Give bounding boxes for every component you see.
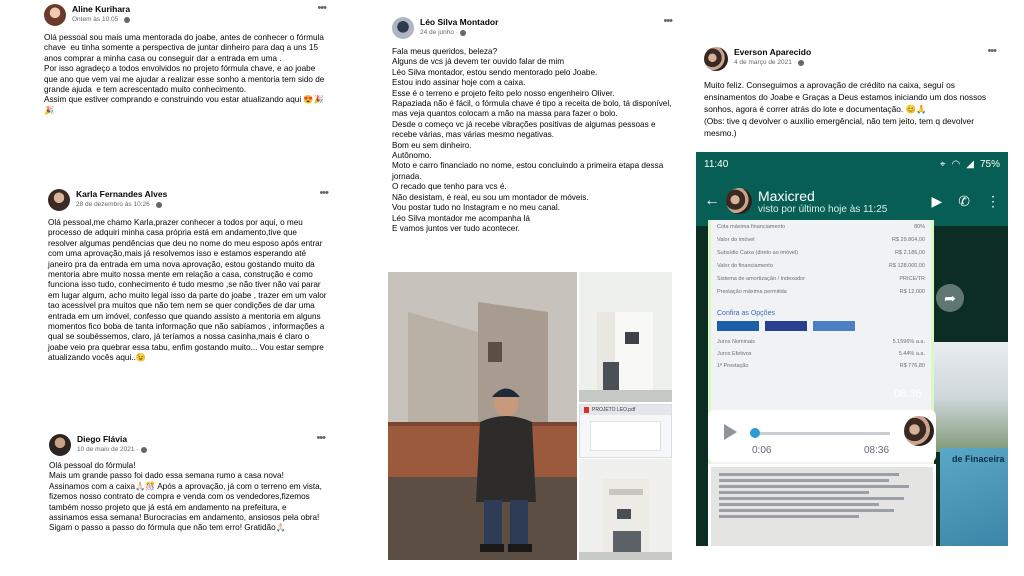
audio-progress-track[interactable] bbox=[750, 432, 890, 435]
avatar[interactable] bbox=[48, 189, 70, 211]
post-photo-terrain[interactable] bbox=[388, 272, 577, 560]
post-aline: Aline Kurihara Ontem às 10:05 · ••• Olá pessoal sou mais uma mentorada do joabe, antes de conhecer o fórmula chave eu tinha somente a perspectiva de juntar dinheiro para daq a uns 15 anos comprar a minha casa ou conseguir dar a entrada em uma . Por isso agradeço a todos envolvidos no projeto fórmula chave, e ao joabe que ano que vem vai me ajudar a realizar esse sonho a mentoria tem sido de grande ajuda e tem acrescentado muito conhecimento. Assim que estiver comprando e construindo vou estar atualizando aqui 😍🎉🎉 bbox=[44, 4, 326, 150]
more-options-icon[interactable]: ••• bbox=[316, 432, 325, 444]
post-photo-house-front[interactable] bbox=[579, 459, 672, 560]
post-diego: Diego Flávia 10 de maio de 2021 · ••• Olá pessoal do fórmula! Mais um grande passo foi dado essa semana rumo a casa nova! Assinamos com a caixa🙏🏻🎊 Após a aprovação, já com o terreno em vista, fizemos nosso contrato de compra e venda com os vendedores,fizemos também nosso projeto que já está em andamento na prefeitura, e assinamos essa semana! Burocracias em andamento, ansiosos pela obra! Sigam o passo a passo do fórmula que não tem erro! Gratidão🙏🏻 bbox=[49, 434, 325, 560]
globe-icon bbox=[156, 202, 162, 208]
post-text: Olá pessoal do fórmula! Mais um grande passo foi dado essa semana rumo a casa nova! Assinamos com a caixa🙏🏻🎊 Após a aprovação, já com o terreno em vista, fizemos nosso contrato de compra e venda com os vendedores,fizemos também nosso projeto que já está em andamento na prefeitura, e assinamos essa semana! Burocracias em andamento, ansiosos pela obra! Sigam o passo a passo do fórmula que não tem erro! Gratidão🙏🏻 bbox=[49, 461, 322, 533]
signal-icon: ◢ bbox=[966, 158, 974, 170]
terrain-photo-illustration bbox=[388, 272, 577, 560]
image-timestamp: 08:36 bbox=[894, 388, 922, 400]
post-time[interactable]: 24 de junho bbox=[420, 29, 454, 36]
author-name[interactable]: Everson Aparecido bbox=[734, 47, 812, 57]
option-row: Juros Nominais 5.1596% a.a. bbox=[717, 339, 925, 345]
post-text: Muito feliz. Conseguimos a aprovação de crédito na caixa, seguí os ensinamentos do Joabe e Graças a Deus estamos iniciando um dos nossos sonhos, agora é correr atrás do lote e documentação. 😊🙏 (Obs: tive q devolver o auxilio emergêncial, não tem jeito, tem q devolver mesmo.) bbox=[704, 80, 987, 138]
post-text: Olá pessoal,me chamo Karla,prazer conhecer a todos por aqui, o meu processo de adquiri minha casa própria está em andamento,tive que resolver algumas pendências que deu no nome do meu esposo após entrar com uma aprovação,mais já resolvemos isso e estamos esperando até janeiro pra da entrada em uma nova aprovação, estou gostando muito da mentoria abre muito nossa mente em relação a casa, construção e como funciona isso tudo, conhecimento é tudo mesmo ,se não tiver não vai parar em lugar algum, acho muito legal isso da parte do joabe , trazer em um valor tao acessível pra muitos que não tem nem se quer condições de dar uma entrada em um imóvel, confesso que quando assisto a mentoria em alguns momentos fico boba de tanta informação que não sabíamos , informações a qual se soubéssemos, claro, já teríamos a nossa casinha,mais é claro o joabe veio pra quebrar essa tabu, enfim gostando muito... Vou estar sempre atualizando vocês aqui..😉 bbox=[48, 218, 329, 363]
play-icon[interactable] bbox=[724, 424, 737, 440]
sender-avatar bbox=[904, 416, 934, 446]
author-name[interactable]: Léo Silva Montador bbox=[420, 17, 499, 27]
sim-row: Valor do financiamento R$ 128.000,00 bbox=[717, 263, 925, 269]
more-options-icon[interactable]: ••• bbox=[987, 45, 996, 57]
sim-row: Sistema de amortização / Indexador PRICE/TR bbox=[717, 276, 925, 282]
house-front-illustration bbox=[579, 459, 672, 560]
sim-row: Cota máxima financiamento 80% bbox=[717, 224, 925, 230]
options-heading: Confira as Opções bbox=[717, 310, 775, 317]
option-row: 1ª Prestação R$ 776,80 bbox=[717, 363, 925, 369]
house-render-illustration bbox=[579, 272, 672, 402]
sim-row: Valor do imóvel R$ 29.804,00 bbox=[717, 237, 925, 243]
side-banner-label: de Finaceira bbox=[952, 454, 1005, 464]
video-call-icon[interactable]: ▶ bbox=[931, 192, 943, 209]
bank-logo bbox=[813, 321, 855, 331]
contact-avatar[interactable] bbox=[726, 188, 752, 214]
post-everson: Everson Aparecido 4 de março de 2021 · ••• Muito feliz. Conseguimos a aprovação de crédito na caixa, seguí os ensinamentos do Joabe e Graças a Deus estamos iniciando um dos nossos sonhos, agora é correr atrás do lote e documentação. 😊🙏 (Obs: tive q devolver o auxilio emergêncial, não tem jeito, tem q devolver mesmo.) bbox=[704, 47, 996, 151]
more-options-icon[interactable]: ••• bbox=[319, 187, 328, 199]
image-message-document[interactable] bbox=[708, 464, 936, 546]
post-time[interactable]: 4 de março de 2021 bbox=[734, 59, 792, 66]
more-options-icon[interactable]: ••• bbox=[663, 15, 672, 27]
caixa-logo bbox=[717, 321, 759, 331]
whatsapp-screenshot[interactable] bbox=[696, 152, 1008, 546]
location-icon: ⌖ bbox=[939, 158, 946, 170]
avatar[interactable] bbox=[44, 4, 66, 26]
pdf-icon bbox=[584, 407, 589, 413]
thumbnail-image[interactable] bbox=[934, 342, 1008, 452]
avatar[interactable] bbox=[704, 47, 728, 71]
avatar[interactable] bbox=[392, 17, 414, 39]
forward-icon[interactable]: ➦ bbox=[936, 284, 964, 312]
globe-icon bbox=[124, 17, 130, 23]
bank-logo bbox=[765, 321, 807, 331]
side-banner bbox=[940, 448, 1008, 546]
sim-row: Subsídio Caixa (direto ao imóvel) R$ 2.186,00 bbox=[717, 250, 925, 256]
wifi-icon: ◠ bbox=[951, 158, 961, 170]
menu-kebab-icon[interactable]: ⋮ bbox=[986, 192, 1000, 209]
phone-call-icon[interactable]: ✆ bbox=[958, 192, 970, 209]
sim-row: Prestação máxima permitida R$ 12.000 bbox=[717, 289, 925, 295]
post-karla: Karla Fernandes Alves 28 de dezembro às 10:26 · ••• Olá pessoal,me chamo Karla,prazer conhecer a todos por aqui, o meu processo de adquiri minha casa própria está em andamento,tive que resolver algumas pendências que deu no nome do meu esposo após entrar com uma aprovação,mais já resolvemos isso e estamos esperando até janeiro pra da entrada em uma nova aprovação, estou gostando muito da mentoria abre muito nossa mente em relação a casa, construção e como funciona isso tudo, conhecimento é tudo mesmo ,se não tiver não vai parar em lugar algum, acho muito legal isso da parte do joabe , trazer em um valor tao acessível pra muitos que não tem nem se quer condições de dar uma entrada em um imóvel, confesso que quando assisto a mentoria em alguns momentos fico boba de tanta informação que não sabíamos , informações a qual se soubéssemos, claro, já teríamos a nossa casinha,mais é claro o joabe veio pra quebrar essa tabu, enfim gostando muito... Vou estar sempre atualizando vocês aqui..😉 bbox=[48, 189, 328, 401]
author-name[interactable]: Diego Flávia bbox=[77, 434, 128, 444]
post-text: Fala meus queridos, beleza? Alguns de vcs já devem ter ouvido falar de mim Léo Silva montador, estou sendo mentorado pelo Joabe. Estou indo assinar hoje com a caixa. Esse é o terreno e projeto feito pelo nosso engenheiro Oliver. Rapaziada não é fácil, o fórmula chave é tipo a receita de bolo, tá disponível, mas veja quantos colocam a mão na massa para fazer o bolo. Desde o começo vc já recebe vibrações positivas de algumas pessoas e recebe várias, mas várias mesmo negativas. Bom eu sem dinheiro. Autônomo. Moto e carro financiado no nome, estou concluindo a primeira etapa dessa jornada. O recado que tenho para vcs é. Não desistam, é real, eu sou um montador de móveis. Vou postar tudo no Instagram e no meu canal. Léo Silva montador me acompanha lá E vamos juntos ver tudo acontecer. bbox=[392, 47, 672, 233]
doc-filename: PROJETO LEO.pdf bbox=[592, 407, 636, 413]
audio-progress-knob[interactable] bbox=[750, 428, 760, 438]
simulation-rows bbox=[711, 220, 931, 306]
avatar[interactable] bbox=[49, 434, 71, 456]
more-options-icon[interactable]: ••• bbox=[317, 2, 326, 14]
chat-header bbox=[696, 176, 1008, 226]
post-time[interactable]: 28 de dezembro às 10:26 bbox=[76, 201, 150, 208]
audio-message[interactable] bbox=[708, 410, 936, 462]
battery-level: 75% bbox=[979, 158, 1000, 170]
globe-icon bbox=[460, 30, 466, 36]
audio-time: 08:36 bbox=[864, 445, 890, 456]
post-time[interactable]: Ontem às 10:05 bbox=[72, 16, 119, 23]
globe-icon bbox=[798, 60, 804, 66]
back-arrow-icon[interactable]: ← bbox=[704, 192, 720, 209]
author-name[interactable]: Karla Fernandes Alves bbox=[76, 189, 168, 199]
post-photo-house-render[interactable] bbox=[579, 272, 672, 402]
author-name[interactable]: Aline Kurihara bbox=[72, 4, 131, 14]
phone-status-bar bbox=[696, 152, 1008, 176]
contact-name[interactable]: Maxicred bbox=[758, 187, 815, 204]
post-photo-project-doc[interactable] bbox=[579, 404, 672, 458]
option-row: Juros Efetivos 5.44% a.a. bbox=[717, 351, 925, 357]
globe-icon bbox=[141, 447, 147, 453]
audio-elapsed: 0:06 bbox=[752, 445, 772, 456]
status-clock: 11:40 bbox=[704, 158, 729, 170]
post-text: Olá pessoal sou mais uma mentorada do joabe, antes de conhecer o fórmula chave eu tinha somente a perspectiva de juntar dinheiro para daq a uns 15 anos comprar a minha casa ou conseguir dar a entrada em uma . Por isso agradeço a todos envolvidos no projeto fórmula chave, e ao joabe que ano que vem vai me ajudar a realizar esse sonho a mentoria tem sido de grande ajuda e tem acrescentado muito conhecimento. Assim que estiver comprando e construindo vou estar atualizando aqui 😍🎉🎉 bbox=[44, 33, 325, 115]
post-time[interactable]: 10 de maio de 2021 bbox=[77, 446, 135, 453]
last-seen: visto por último hoje às 11:25 bbox=[758, 203, 888, 215]
post-leo: Léo Silva Montador 24 de junho · ••• Fala meus queridos, beleza? Alguns de vcs já devem ter ouvido falar de mim Léo Silva montador, estou sendo mentorado pelo Joabe. Estou indo assinar hoje com a caixa. Esse é o terreno e projeto feito pelo nosso engenheiro Oliver. Rapaziada não é fácil, o fórmula chave é tipo a receita de bolo, tá disponível, mas veja quantos colocam a mão na massa para fazer o bolo. Desde o começo vc já recebe vibrações positivas de algumas pessoas e recebe várias, mas várias mesmo negativas. Bom eu sem dinheiro. Autônomo. Moto e carro financiado no nome, estou concluindo a primeira etapa dessa jornada. O recado que tenho para vcs é. Não desistam, é real, eu sou um montador de móveis. Vou postar tudo no Instagram e no meu canal. Léo Silva montador me acompanha lá E vamos juntos ver tudo acontecer. bbox=[392, 17, 672, 271]
